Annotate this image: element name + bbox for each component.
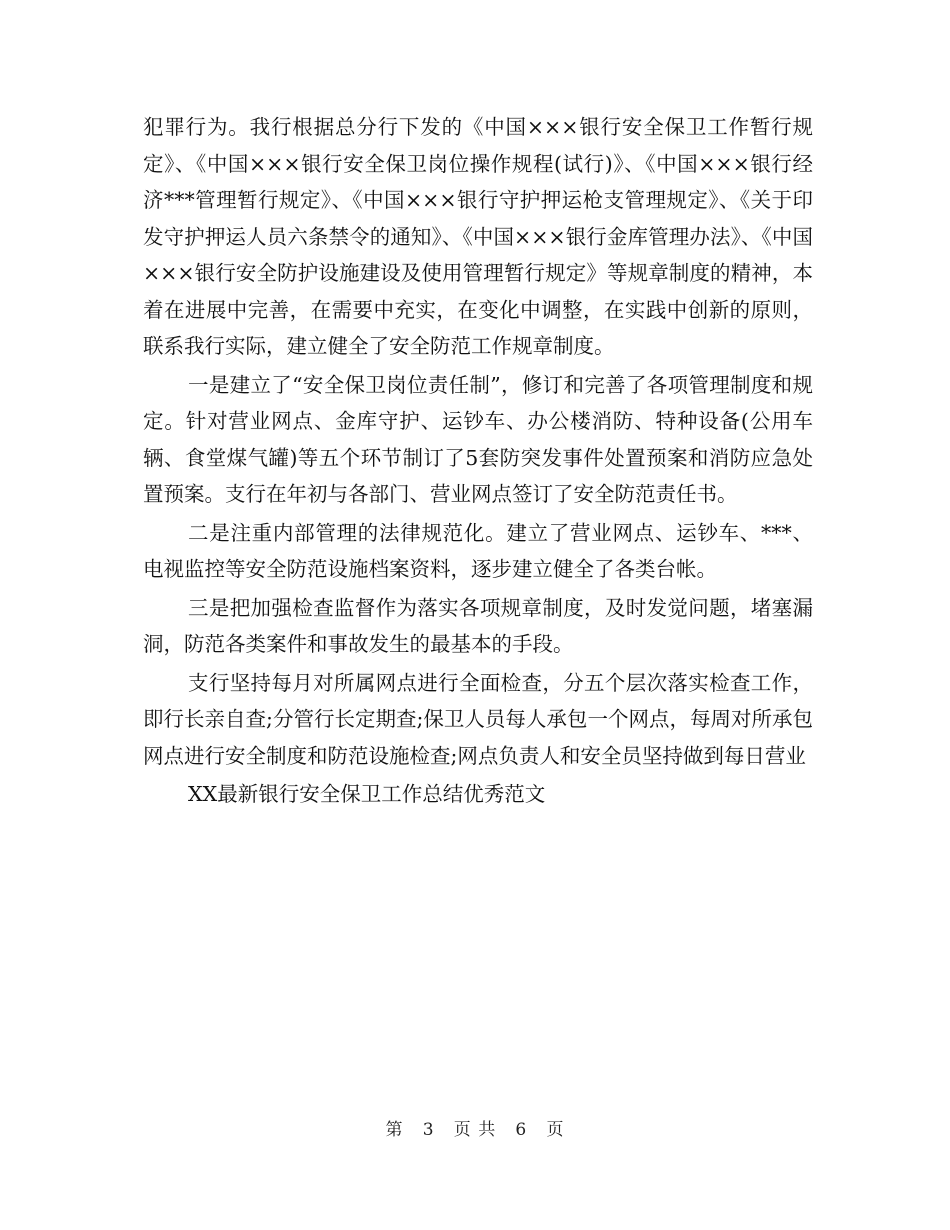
footer-current-page: 3 xyxy=(422,1120,435,1140)
page-footer xyxy=(0,1118,950,1142)
paragraph-1: 犯罪行为。我行根据总分行下发的《中国×××银行安全保卫工作暂行规定》、《中国×××银行安全保卫岗位操作规程(试行)》、《中国×××银行经济***管理暂行规定》、《中国×××银行守护押运枪支管理规定》、《关于印发守护押运人员六条禁令的通知》、《中国×××银行金库管理办法》、《中国×××银行安全防护设施建设及使用管理暂行规定》等规章制度的精神，本着在进展中完善，在需要中充实，在变化中调整，在实践中创新的原则，联系我行实际，建立健全了安全防范工作规章制度。 xyxy=(143,115,813,358)
closing-title: XX最新银行安全保卫工作总结优秀范文 xyxy=(188,782,546,806)
paragraph-5: 支行坚持每月对所属网点进行全面检查，分五个层次落实检查工作，即行长亲自查;分管行长定期查;保卫人员每人承包一个网点，每周对所承包网点进行安全制度和防范设施检查;网点负责人和安全员坚持做到每日营业 xyxy=(143,670,813,768)
paragraph-3: 二是注重内部管理的法律规范化。建立了营业网点、运钞车、***、电视监控等安全防范设施档案资料，逐步建立健全了各类台帐。 xyxy=(143,520,813,581)
footer-suffix: 页 xyxy=(546,1120,565,1140)
document-body xyxy=(143,109,813,813)
footer-total-pages: 6 xyxy=(515,1120,528,1140)
footer-prefix: 第 xyxy=(385,1120,404,1140)
footer-middle: 页 共 xyxy=(453,1120,497,1140)
paragraph-4: 三是把加强检查监督作为落实各项规章制度，及时发觉问题，堵塞漏洞，防范各类案件和事故发生的最基本的手段。 xyxy=(143,595,813,656)
paragraph-2: 一是建立了“安全保卫岗位责任制”，修订和完善了各项管理制度和规定。针对营业网点、金库守护、运钞车、办公楼消防、特种设备(公用车辆、食堂煤气罐)等五个环节制订了5套防突发事件处置预案和消防应急处置预案。支行在年初与各部门、营业网点签订了安全防范责任书。 xyxy=(143,372,813,506)
